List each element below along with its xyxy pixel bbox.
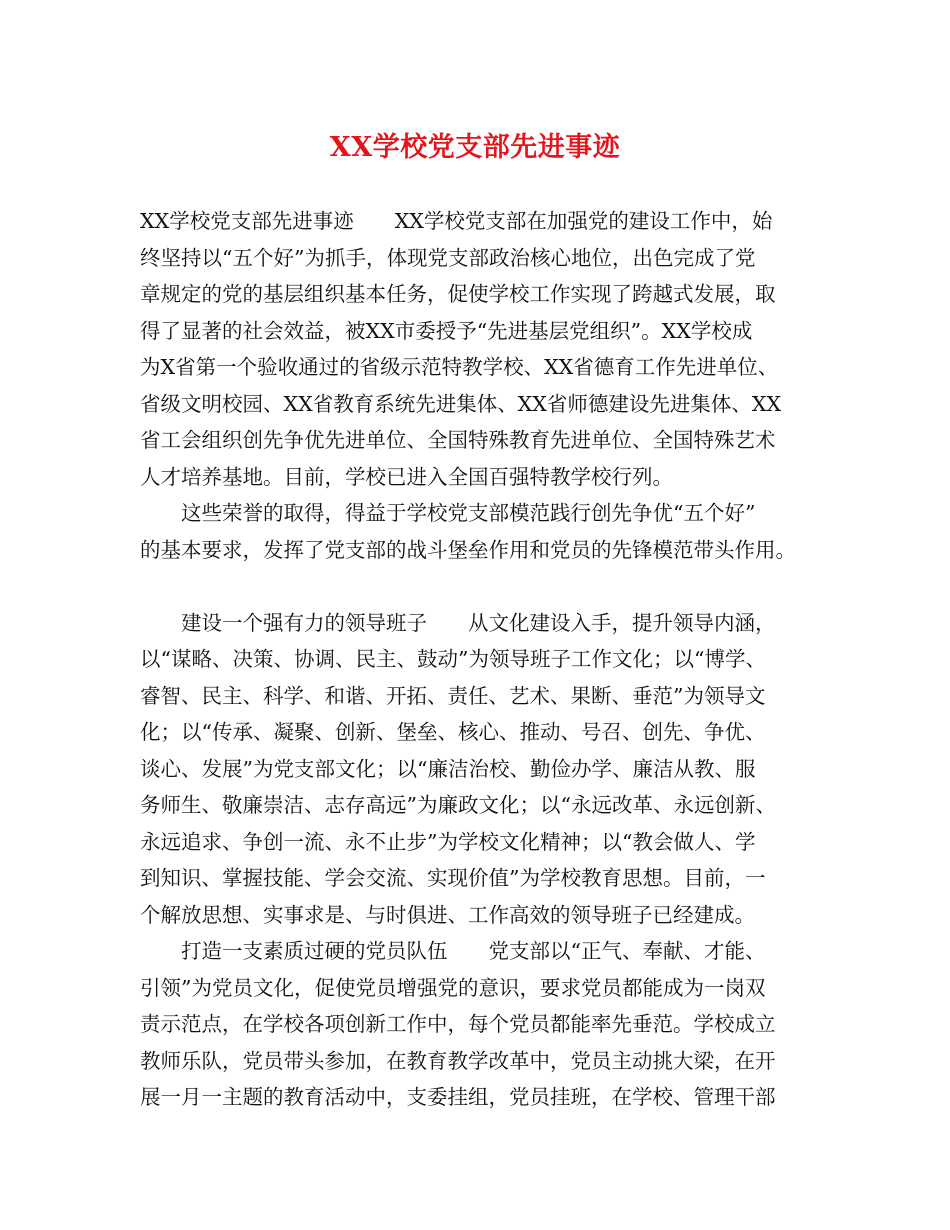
paragraph-gap <box>140 568 820 605</box>
body-line: 省级文明校园、XX省教育系统先进集体、XX省师德建设先进集体、XX <box>140 391 782 416</box>
body-line: 省工会组织创先争优先进单位、全国特殊教育先进单位、全国特殊艺术 <box>140 428 776 452</box>
body-line: 谈心、发展”为党支部文化；以“廉洁治校、勤俭办学、廉洁从教、服 <box>140 756 756 781</box>
body-line: XX学校党支部先进事迹 XX学校党支部在加强党的建设工作中，始 <box>140 209 773 233</box>
body-line: 人才培养基地。目前，学校已进入全国百强特教学校行列。 <box>140 464 673 489</box>
body-line: 建设一个强有力的领导班子 从文化建设入手，提升领导内涵， <box>140 610 776 635</box>
document-body <box>140 203 820 1116</box>
body-line: 终坚持以“五个好”为抓手，体现党支部政治核心地位，出色完成了党 <box>140 245 756 270</box>
body-line: 教师乐队，党员带头参加，在教育教学改革中，党员主动挑大梁，在开 <box>140 1048 776 1073</box>
body-line: 引领”为党员文化，促使党员增强党的意识，要求党员都能成为一岗双 <box>140 975 766 1000</box>
body-line: 为X省第一个验收通过的省级示范特教学校、XX省德育工作先进单位、 <box>140 355 779 379</box>
body-line: 展一月一主题的教育活动中，支委挂组，党员挂班，在学校、管理干部 <box>140 1085 776 1109</box>
body-line: 以“谋略、决策、协调、民主、鼓动”为领导班子工作文化；以“博学、 <box>140 647 766 671</box>
body-line: 的基本要求，发挥了党支部的战斗堡垒作用和党员的先锋模范带头作用。 <box>140 537 796 562</box>
body-line: 个解放思想、实事求是、与时俱进、工作高效的领导班子已经建成。 <box>140 902 755 927</box>
body-line: 责示范点，在学校各项创新工作中，每个党员都能率先垂范。学校成立 <box>140 1012 776 1036</box>
body-line: 睿智、民主、科学、和谐、开拓、责任、艺术、果断、垂范”为领导文 <box>140 683 766 708</box>
body-line: 这些荣誉的取得，得益于学校党支部模范践行创先争优“五个好” <box>140 501 756 525</box>
body-line: 章规定的党的基层组织基本任务，促使学校工作实现了跨越式发展，取 <box>140 282 776 306</box>
body-line: 化；以“传承、凝聚、创新、堡垒、核心、推动、号召、创先、争优、 <box>140 720 766 744</box>
body-line: 得了显著的社会效益，被XX市委授予“先进基层党组织”。XX学校成 <box>140 318 753 343</box>
body-line: 打造一支素质过硬的党员队伍 党支部以“正气、奉献、才能、 <box>140 939 766 963</box>
body-line: 务师生、敬廉崇洁、志存高远”为廉政文化；以“永远改革、永远创新、 <box>140 793 776 817</box>
body-line: 永远追求、争创一流、永不止步”为学校文化精神；以“教会做人、学 <box>140 829 756 854</box>
document-title: XX学校党支部先进事迹 <box>329 132 621 163</box>
body-line: 到知识、掌握技能、学会交流、实现价值”为学校教育思想。目前，一 <box>140 866 766 890</box>
